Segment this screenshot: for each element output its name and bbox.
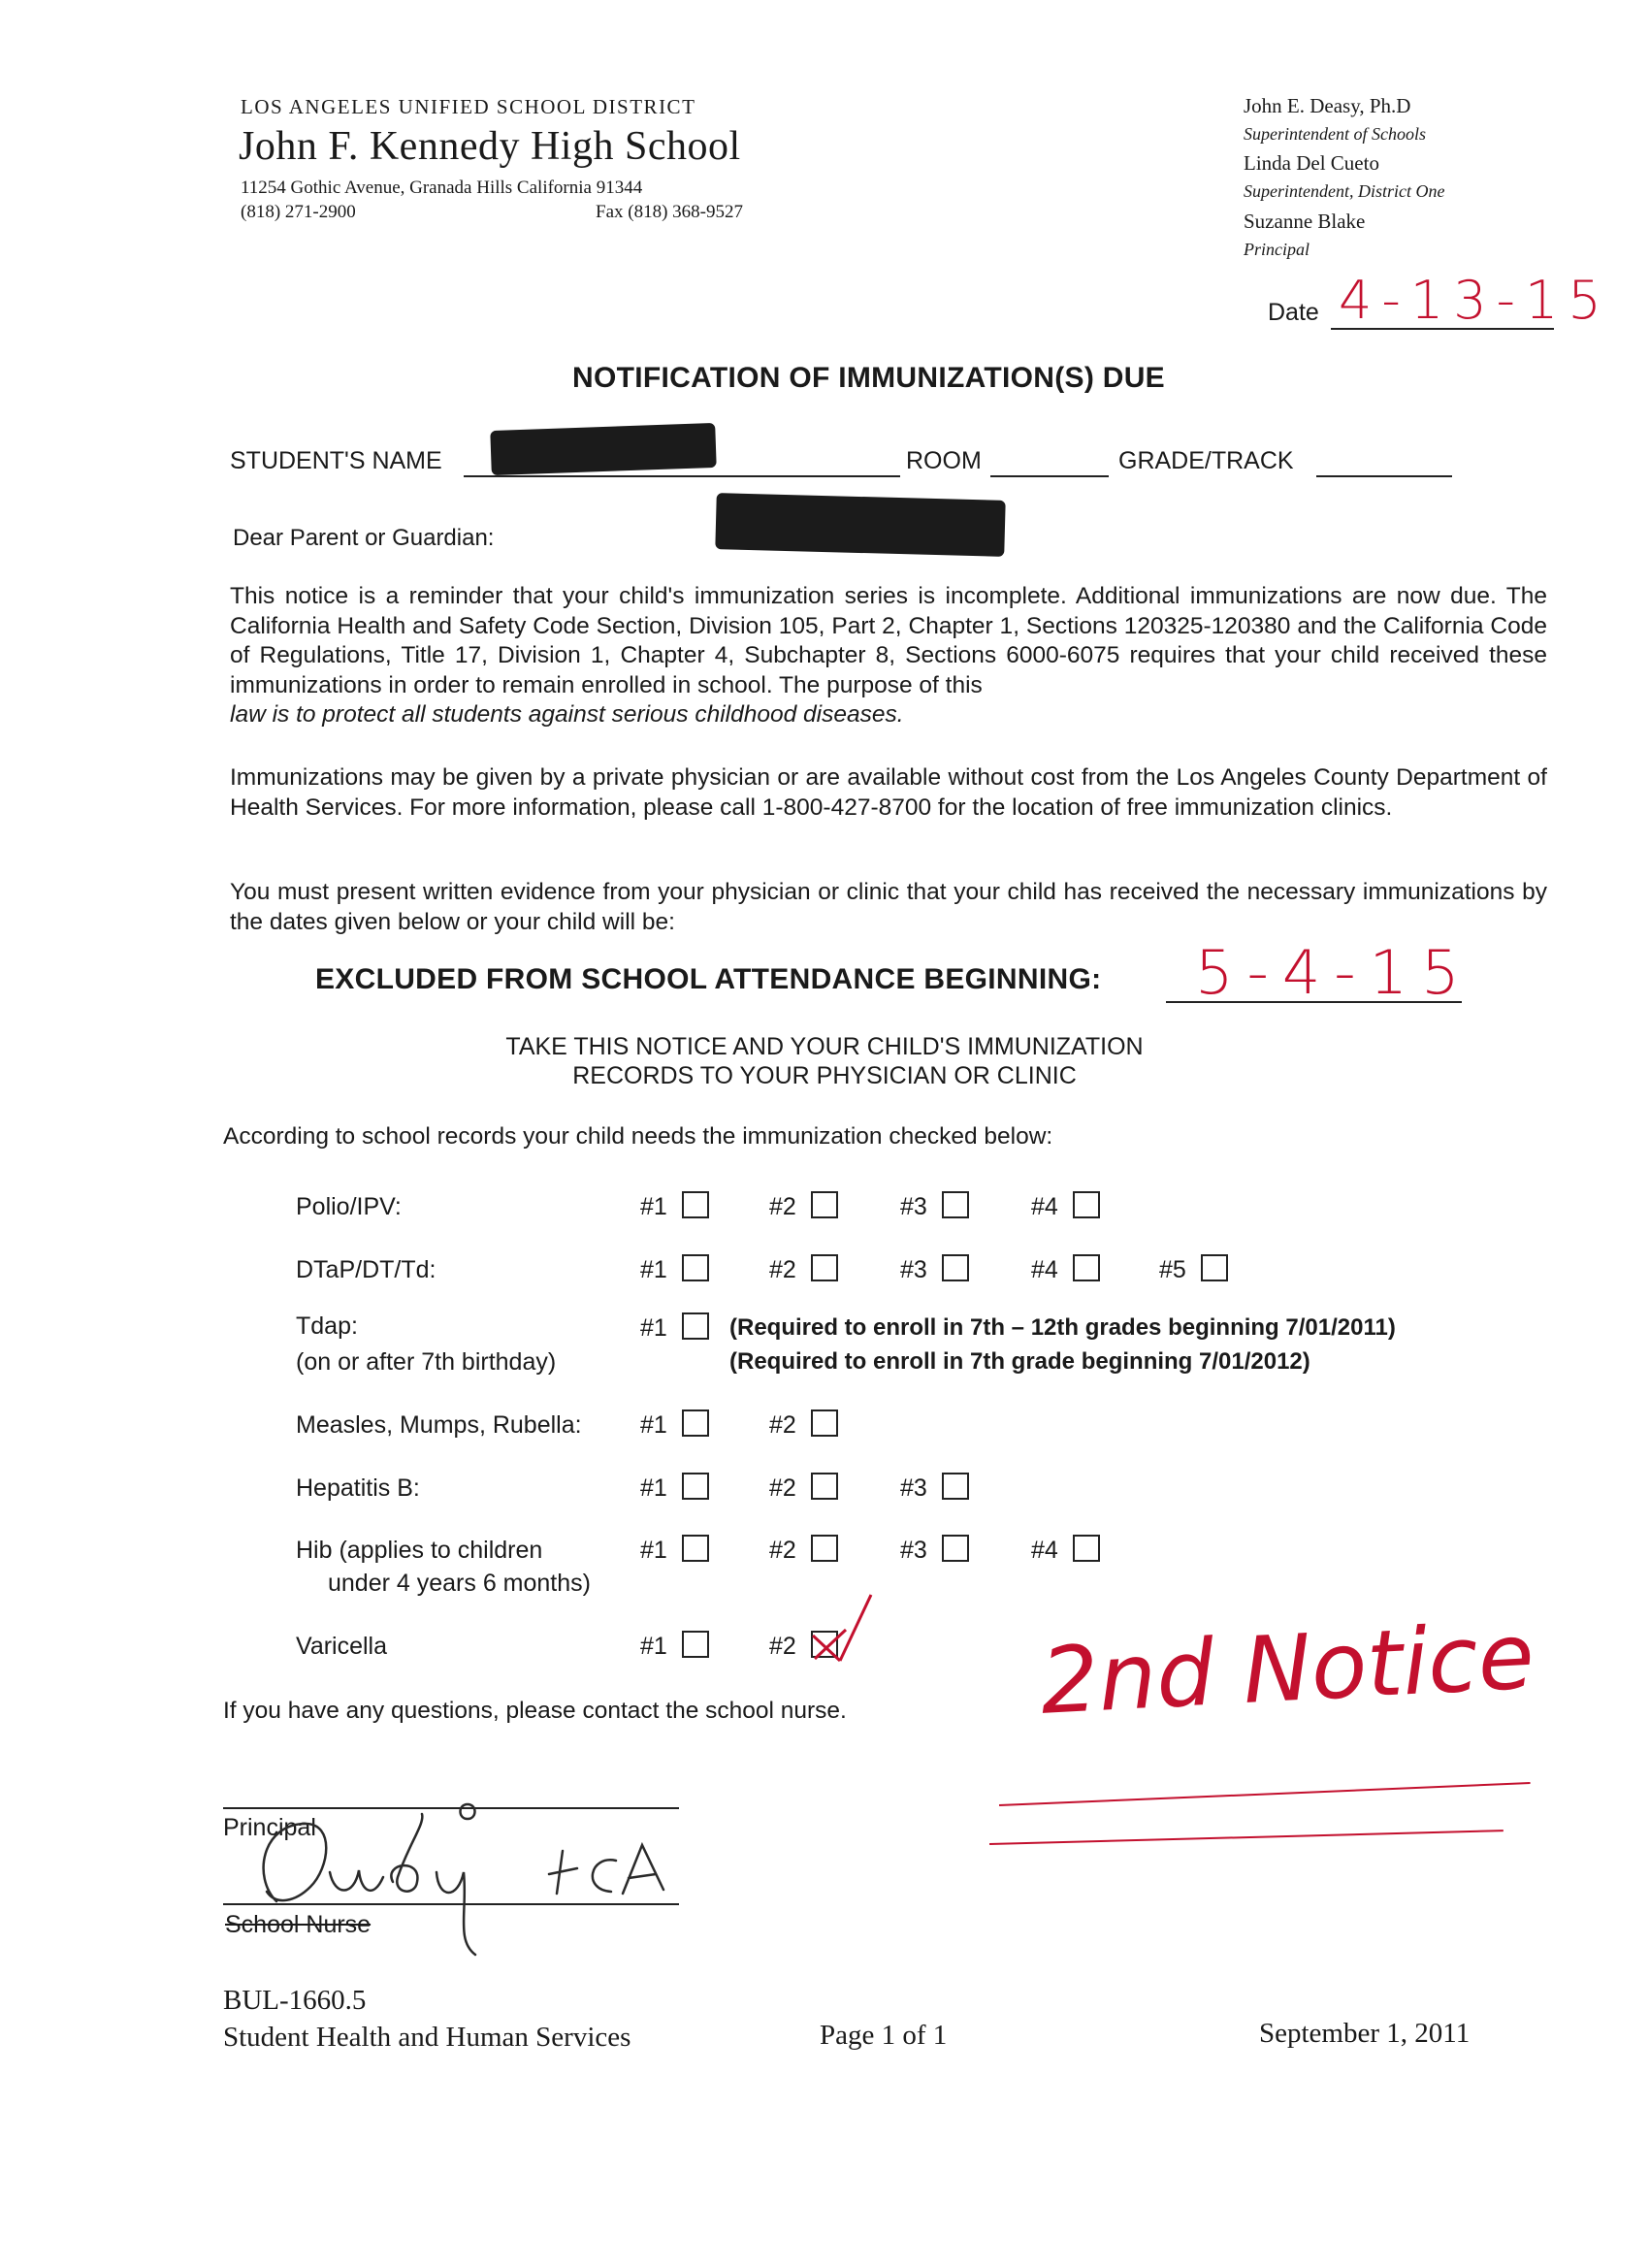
school-address: 11254 Gothic Avenue, Granada Hills California 91344 xyxy=(241,178,643,198)
official-name: Suzanne Blake xyxy=(1244,210,1366,233)
form-date: September 1, 2011 xyxy=(1259,2018,1471,2049)
dose-label: #2 xyxy=(769,1474,796,1502)
date-label: Date xyxy=(1268,299,1319,326)
dose-checkbox[interactable] xyxy=(1073,1535,1100,1562)
vaccine-name: Varicella xyxy=(296,1633,388,1660)
dose-label: #2 xyxy=(769,1193,796,1220)
official-name: John E. Deasy, Ph.D xyxy=(1244,94,1411,117)
dose-label: #3 xyxy=(900,1193,927,1220)
dose-checkbox[interactable] xyxy=(942,1473,969,1500)
school-name: John F. Kennedy High School xyxy=(239,124,741,169)
school-nurse-label: School Nurse xyxy=(225,1911,372,1938)
tdap-requirement-note: (Required to enroll in 7th grade beginning 7/01/2012) xyxy=(729,1348,1310,1375)
dose-label: #1 xyxy=(640,1474,667,1502)
dose-label: #2 xyxy=(769,1411,796,1439)
salutation: Dear Parent or Guardian: xyxy=(233,525,495,551)
dose-label: #3 xyxy=(900,1474,927,1502)
page-number: Page 1 of 1 xyxy=(820,2020,948,2051)
official-name: Linda Del Cueto xyxy=(1244,151,1379,175)
dose-checkbox[interactable] xyxy=(811,1535,838,1562)
school-fax: Fax (818) 368-9527 xyxy=(596,202,743,222)
dose-label: #1 xyxy=(640,1256,667,1283)
dose-checkbox[interactable] xyxy=(682,1254,709,1281)
dose-checkbox[interactable] xyxy=(682,1473,709,1500)
vaccine-name: Polio/IPV: xyxy=(296,1193,402,1220)
dose-checkbox[interactable] xyxy=(1073,1254,1100,1281)
exclusion-label: EXCLUDED FROM SCHOOL ATTENDANCE BEGINNING: xyxy=(315,963,1102,995)
dose-checkbox[interactable] xyxy=(811,1409,838,1437)
questions-note: If you have any questions, please contact the school nurse. xyxy=(223,1698,847,1724)
dose-label: #4 xyxy=(1031,1537,1058,1564)
dose-checkbox[interactable] xyxy=(942,1535,969,1562)
grade-track-label: GRADE/TRACK xyxy=(1118,447,1294,474)
vaccine-name: Hib (applies to children xyxy=(296,1537,543,1564)
handwritten-underline xyxy=(999,1782,1531,1806)
form-number: BUL-1660.5 xyxy=(223,1985,367,2016)
dose-checkbox[interactable] xyxy=(682,1409,709,1437)
dose-label: #1 xyxy=(640,1314,667,1342)
redacted-text xyxy=(715,493,1005,557)
dose-label: #5 xyxy=(1159,1256,1186,1283)
vaccine-name: Tdap: xyxy=(296,1312,358,1340)
grade-track-field[interactable] xyxy=(1316,475,1452,477)
dose-label: #4 xyxy=(1031,1256,1058,1283)
dose-label: #2 xyxy=(769,1537,796,1564)
dose-checkbox[interactable] xyxy=(682,1631,709,1658)
official-title: Principal xyxy=(1244,240,1310,259)
student-name-label: STUDENT'S NAME xyxy=(230,447,442,474)
handwritten-underline xyxy=(989,1830,1504,1845)
dose-checkbox[interactable] xyxy=(942,1254,969,1281)
department-name: Student Health and Human Services xyxy=(223,2022,631,2053)
vaccine-name: DTaP/DT/Td: xyxy=(296,1256,436,1283)
dose-checkbox[interactable] xyxy=(682,1312,709,1340)
redacted-student-name xyxy=(490,423,716,475)
handwritten-2nd-notice: 2nd Notice xyxy=(1038,1604,1537,1735)
immunization-intro: According to school records your child needs the immunization checked below: xyxy=(223,1123,1053,1150)
official-title: Superintendent, District One xyxy=(1244,181,1445,201)
dose-checkbox[interactable] xyxy=(811,1473,838,1500)
tdap-requirement-note: (Required to enroll in 7th – 12th grades beginning 7/01/2011) xyxy=(729,1314,1396,1341)
dose-checkbox[interactable] xyxy=(1201,1254,1228,1281)
dose-label: #1 xyxy=(640,1633,667,1660)
paragraph-clinics: Immunizations may be given by a private physician or are available without cost from the Los Angeles County Department of Health Services. For more information, please call 1-800-427-8700 for the location of free immunization clinics. xyxy=(230,764,1547,821)
dose-label: #4 xyxy=(1031,1193,1058,1220)
dose-label: #3 xyxy=(900,1537,927,1564)
room-label: ROOM xyxy=(906,447,982,474)
dose-checkbox[interactable] xyxy=(811,1191,838,1218)
red-check-mark-icon xyxy=(801,1591,879,1669)
date-value: 4-13-15 xyxy=(1339,270,1611,331)
district-name: LOS ANGELES UNIFIED SCHOOL DISTRICT xyxy=(241,95,696,118)
dose-label: #2 xyxy=(769,1633,796,1660)
vaccine-name-detail: under 4 years 6 months) xyxy=(328,1570,591,1597)
room-field[interactable] xyxy=(990,475,1109,477)
dose-label: #1 xyxy=(640,1411,667,1439)
dose-label: #1 xyxy=(640,1537,667,1564)
principal-label: Principal xyxy=(223,1814,316,1841)
handwritten-signature-icon xyxy=(184,1785,728,1960)
dose-checkbox[interactable] xyxy=(682,1191,709,1218)
paragraph-reminder: This notice is a reminder that your child's immunization series is incomplete. Additional immunizations are now due. The California Health and Safety Code Section, Division 105, Part 2, Chapter 1, Sections 120325-120380 and the California Code of Regulations, Title 17, Division 1, Chapter 4, Subchapter 8, Sections 6000-6075 requires that your child received these immunizations in order to remain enrolled in school. The purpose of this xyxy=(230,583,1547,698)
dose-label: #3 xyxy=(900,1256,927,1283)
paragraph-reminder-end: law is to protect all students against serious childhood diseases. xyxy=(230,701,904,728)
school-phone: (818) 271-2900 xyxy=(241,202,356,222)
take-notice-line-1: TAKE THIS NOTICE AND YOUR CHILD'S IMMUNIZATION xyxy=(505,1033,1144,1060)
take-notice-line-2: RECORDS TO YOUR PHYSICIAN OR CLINIC xyxy=(572,1062,1077,1089)
official-title: Superintendent of Schools xyxy=(1244,124,1426,144)
student-name-field[interactable] xyxy=(464,475,900,477)
dose-checkbox[interactable] xyxy=(811,1254,838,1281)
form-title: NOTIFICATION OF IMMUNIZATION(S) DUE xyxy=(572,362,1165,394)
paragraph-evidence: You must present written evidence from your physician or clinic that your child has received the necessary immunizations by the dates given below or your child will be: xyxy=(230,879,1547,935)
exclusion-date: 5-4-15 xyxy=(1195,937,1473,1008)
dose-label: #2 xyxy=(769,1256,796,1283)
dose-checkbox[interactable] xyxy=(1073,1191,1100,1218)
vaccine-name: Hepatitis B: xyxy=(296,1474,420,1502)
vaccine-name: Measles, Mumps, Rubella: xyxy=(296,1411,582,1439)
dose-checkbox[interactable] xyxy=(942,1191,969,1218)
dose-label: #1 xyxy=(640,1193,667,1220)
vaccine-name-detail: (on or after 7th birthday) xyxy=(296,1348,557,1376)
dose-checkbox[interactable] xyxy=(682,1535,709,1562)
